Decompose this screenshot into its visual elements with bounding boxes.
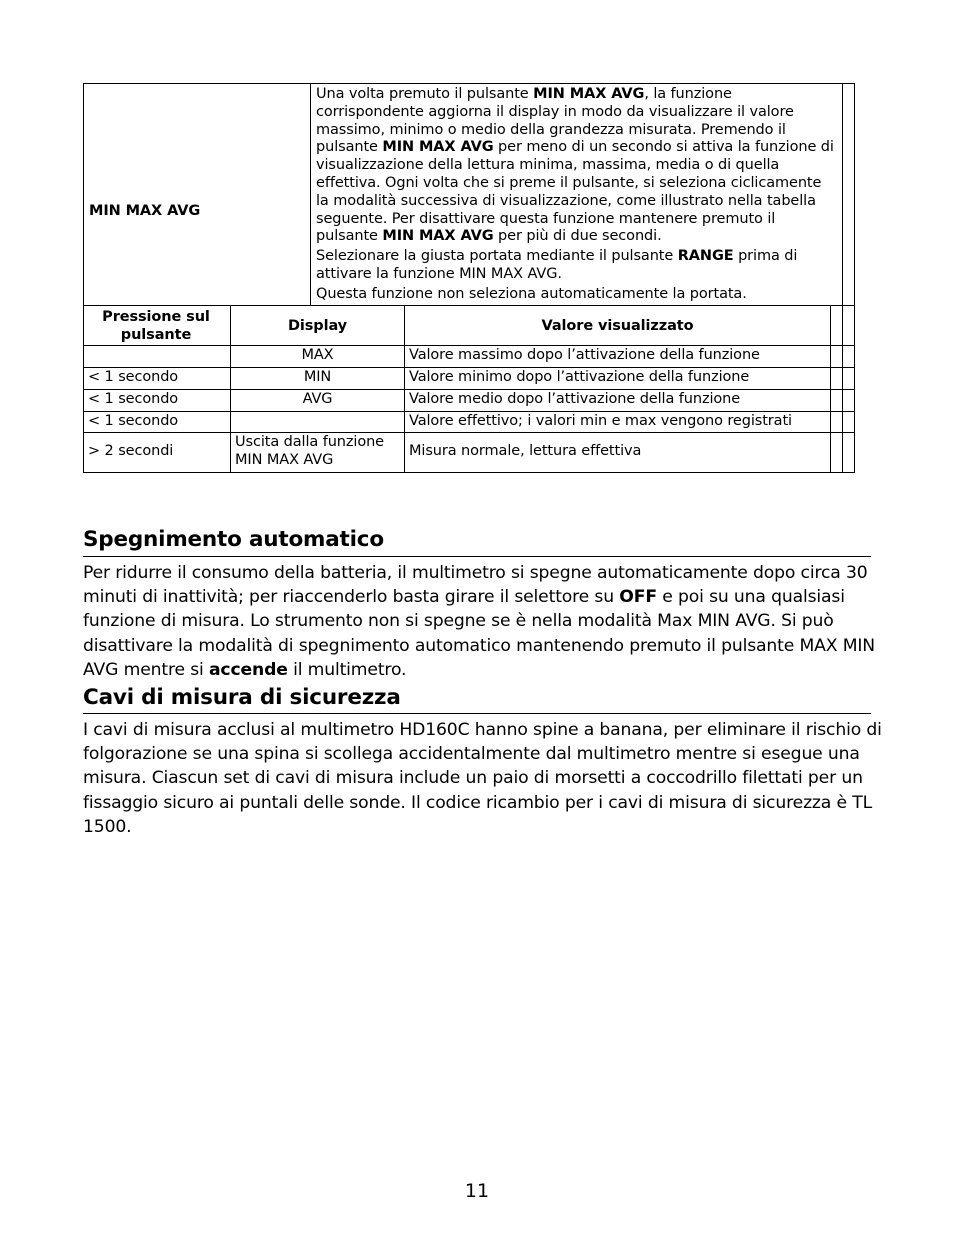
row-display: MAX xyxy=(301,347,334,363)
description-paragraph-1: Una volta premuto il pulsante MIN MAX AVG, la funzione corrispondente aggiorna il display in modo da visualizzare il valore massimo, minimo o medio della grandezza misurata. Premendo il pulsante MIN MAX AVG per meno di un secondo si attiva la funzione di visualizzazione della lettura minima, massima, media o di quella effettiva. Ogni volta che si preme il pulsante, si seleziona ciclicamente la modalità successiva di visualizzazione, come illustrato nella tabella seguente. Per disattivare questa funzione mantenere premuto il pulsante MIN MAX AVG per più di due secondi. xyxy=(316,86,834,245)
header-value: Valore visualizzato xyxy=(541,318,694,334)
row-press: < 1 secondo xyxy=(88,369,179,385)
section-body-safety-leads: I cavi di misura acclusi al multimetro HD160C hanno spine a banana, per eliminare il rischio di folgorazione se una spina si scollega accidentalmente dal multimetro mentre si esegue una misura. Ciascun set di cavi di misura include un paio di morsetti a coccodrillo filettati per un fissaggio sicuro ai puntali delle sonde. Il codice ricambio per i cavi di misura di sicurezza è TL 1500. xyxy=(83,720,882,837)
section-title-auto-off: Spegnimento automatico xyxy=(83,527,384,552)
section-rule xyxy=(83,556,871,557)
header-display: Display xyxy=(287,318,348,334)
row-press: > 2 secondi xyxy=(88,443,174,459)
header-press: Pressione sul pulsante xyxy=(102,309,210,343)
feature-description xyxy=(316,86,838,304)
page-number: 11 xyxy=(464,1180,490,1202)
row-value: Valore minimo dopo l’attivazione della funzione xyxy=(409,369,750,385)
row-value: Valore medio dopo l’attivazione della funzione xyxy=(409,391,741,407)
section-body-auto-off: Per ridurre il consumo della batteria, il multimetro si spegne automaticamente dopo circa 30 minuti di inattività; per riaccenderlo basta girare il selettore su OFF e poi su una qualsiasi funzione di misura. Lo strumento non si spegne se è nella modalità Max MIN AVG. Si può disattivare la modalità di spegnimento automatico mantenendo premuto il pulsante MAX MIN AVG mentre si accende il multimetro. xyxy=(83,563,875,680)
description-paragraph-2: Selezionare la giusta portata mediante il pulsante RANGE prima di attivare la funzione MIN MAX AVG. xyxy=(316,248,798,282)
description-paragraph-3: Questa funzione non seleziona automaticamente la portata. xyxy=(316,285,747,302)
section-title-safety-leads: Cavi di misura di sicurezza xyxy=(83,685,401,710)
row-display: Uscita dalla funzione MIN MAX AVG xyxy=(235,434,384,468)
row-display: MIN xyxy=(303,369,332,385)
row-value: Valore effettivo; i valori min e max vengono registrati xyxy=(409,413,792,429)
feature-label: MIN MAX AVG xyxy=(89,203,201,219)
row-display: AVG xyxy=(302,391,333,407)
row-value: Misura normale, lettura effettiva xyxy=(409,443,642,459)
section-rule xyxy=(83,713,871,714)
row-value: Valore massimo dopo l’attivazione della funzione xyxy=(409,347,760,363)
row-press: < 1 secondo xyxy=(88,391,179,407)
row-press: < 1 secondo xyxy=(88,413,179,429)
